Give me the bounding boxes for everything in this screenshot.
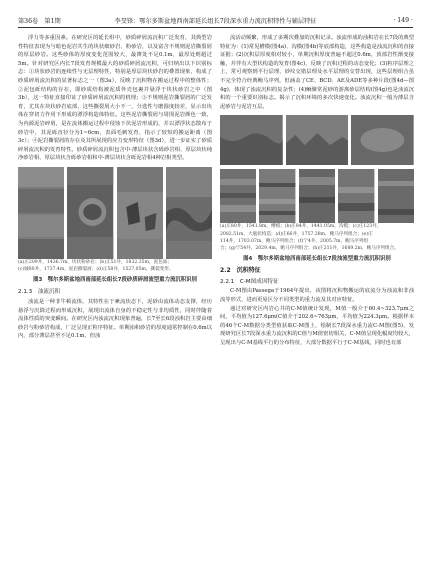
core-photo-3c bbox=[117, 167, 163, 259]
header-title: 李旻锋：鄂尔多斯盆地西南部延长组长7段深水重力流沉积特性与辅层特征 bbox=[114, 17, 317, 25]
core-photo-4a bbox=[220, 115, 283, 165]
figure-3-caption-2: (c)城80井，1737.4m，泥岩撕裂屑；(d)正58井，1527.05m，撕裂变形。 bbox=[18, 267, 174, 273]
paragraph-turbidity: 浊流是一种非牛顿流体，其特性在于紊流状态下，泥砂由流体动态支撑，经历悬浮与沉降过程而形成沉积，展现出流体自身的不稳定性与非均质性，同时伴随着流体性质的突变瞬间。在研究区内浊流沉积现象普遍，长7至长6段浊积岩主要由细砂岩与粉砂岩构成，厂泛呈现正粒序特征。单期浊积砂岩的厚度通常控制在0.6m以内，部分薄层甚至不足0.1m，但浊 bbox=[18, 298, 212, 340]
figure-4-row-2 bbox=[220, 169, 414, 223]
section-2-2-1-heading: 2.2.1 C-M图成因特征 bbox=[220, 278, 279, 285]
figure-4 bbox=[220, 115, 414, 263]
left-column bbox=[18, 34, 212, 341]
figure-4-caption-2: 2082.51m，大瓶状构造；(d)庄66井，1757.38m，鲍马序列组合；(e)庄 bbox=[220, 231, 373, 237]
paragraph-turbidite-features: 流活动频繁，形成了多期次叠加的沉积记录。浊流形成的浊积岩在长7段的典型特征为：(1)常见槽模(图4a)、沟模(图4b)等底部构造，这些构造是浊流沉积的直接证据；(2)沉积层厚度相对较小，单期沉积厚度普遍不超过0.6m，顶部岩性渐变接触，并伴有大型状构造的发育(图4c)，反映了沉积过程的动态变化；(3)粒序层理之上，常可观察到平行层理、砂纹交错层理及水平层理的交替出现，这些层理组合虽不完全符合经典鲍马序列，但涵盖了CE、BCD、AE及ADE等多种片段(图4d—图4g)，体现了浊流沉积的复杂性；(4)鲕聚常泥砂的游离砂层结构(图4g)也是浊流沉积的一个重要识别标志。揭示了沉积环境的多次快速变化。浊流沉积一般为薄层含泥砂岩与泥岩互层。 bbox=[220, 35, 414, 110]
figure-4-caption-1: (a)庄80井，1541.8m，槽模；(b)庄84井，1441.05m，沟模；(c)庄123井， bbox=[220, 224, 382, 230]
core-photo-4g bbox=[338, 169, 374, 223]
core-photo-3d bbox=[166, 167, 212, 259]
paragraph-sandy-debris: 浮力等多重因素。在研究区的延长组中，砂质碎屑流沉积广泛发育，其典型岩性特征表现为与暗色泥岩共生的块状细砂岩、粉砂岩，以及富含不规则泥岩撕裂屑的厚层砂岩。这些砂体的厚度变化范围较大，最薄处不足0.1m，最厚处则超过5m。针对研究区内长7段发育规模最大的砂质碎屑流沉积，可归纳出以下识别标志：①块状砂岩的连续性与无层理特性，特别是厚层块状砂岩的叠置现象，构成了砂质碎屑流沉积的显著标志之一（图3a），反映了沉积物在搬运过程中的整体性；②泥包砾结构的存在，即砂质结构被泥质外壳包裹并悬浮于块状砂岩之中（图3b），这一特征直接印证了砂质碎屑流沉积的机理；③不规则泥岩撕裂屑的广泛发育，尤其在块状砂岩底部，这些撕裂屑大小不一，分选性与磨圆度较差，显示出块体在穿切力作用下形成的漂浮构造体特征。这些泥岩撕裂屑与周围泥岩颜色一致，为内源泥岩碎屑，是在流体搬运过程中侵蚀下伏泥岩形成的，并以漂浮状态散布于砂岩中，其泥砾直径分为1~6cm，表面毛刺发育，指示了较短的搬运距离（图3c）；④泥岩撕裂屑的存在及其所展现的应力变形特征（图3d），进一步证实了砂质碎屑流沉积的发育特性。砂质碎屑流沉积包含中-薄层块状含砾砂岩相、厚层块状纯净砂岩相、厚层块状含砾砂岩相和中-薄层块状含砾泥岩相4种岩相类型。 bbox=[18, 35, 212, 162]
core-photo-4e bbox=[259, 169, 295, 223]
core-photo-4b bbox=[286, 115, 349, 165]
figure-4-title: 图4 鄂尔多斯盆地西南部延长组长7段浊流型重力流沉积识别 bbox=[243, 256, 391, 263]
figure-4-caption-4: 合；(g)宁54井，2029.4m，鲍马序列组合；(h)庄211井，1689.2m，鲍马序列组合。 bbox=[220, 245, 399, 251]
header-page-number: · 149 · bbox=[393, 16, 413, 24]
figure-3-title: 图3 鄂尔多斯盆地西南部延长组长7段砂质碎屑流型重力流沉积识别 bbox=[33, 277, 197, 284]
paragraph-cm-diagram-intro: C-M图由Passega于1964年提出，该图将沉积物搬运的底流分为浊流和非浊流等形式，进而更易区分不同类型的重力流及其对应特征。 bbox=[220, 288, 414, 303]
right-column bbox=[220, 34, 414, 348]
core-photo-4f bbox=[299, 169, 335, 223]
header-volume: 第36卷 第1期 bbox=[18, 17, 61, 25]
running-header bbox=[18, 13, 413, 28]
core-photo-3a bbox=[18, 167, 64, 259]
figure-4-row-1 bbox=[220, 115, 414, 165]
core-photo-4h bbox=[378, 169, 414, 223]
figure-3-images bbox=[18, 167, 212, 259]
figure-3-caption-1: (a)庄209井，1436.7m，块状粉砂岩；(b)正51井，1832.35m，泥包砾； bbox=[18, 259, 172, 265]
core-photo-4d bbox=[220, 169, 256, 223]
core-photo-3b bbox=[67, 167, 113, 259]
paragraph-cm-statistics: 通过对研究区内岩心井的C-M值统计发现，M值一般介于60.4~323.7μm之间，平均值为127.6μm(C值介于202.6~763μm，平均值为224.3μm。根据样本的46个C-M数据分类型值获取C-M图上，绘制长7段深水重力流C-M图(图5)，发现研究区长7段深水重力流沉积的C值与M值密切相关，C-M值呈现化幅度均较大，呈现出与C-M基线平行的分布特征，大部分数据平行于C-M基线，同时也有部 bbox=[220, 305, 414, 346]
section-2-2-heading: 2.2 沉积特征 bbox=[220, 267, 261, 275]
figure-4-caption-3: 114井，1703.07m，鲍马序列组合；(f)宁4井，2005.7m，鲍马序列组 bbox=[220, 238, 369, 244]
figure-3 bbox=[18, 167, 212, 284]
section-2-1-3-heading: 2.1.3 浊流沉积 bbox=[18, 289, 61, 296]
core-photo-4c bbox=[351, 115, 414, 165]
